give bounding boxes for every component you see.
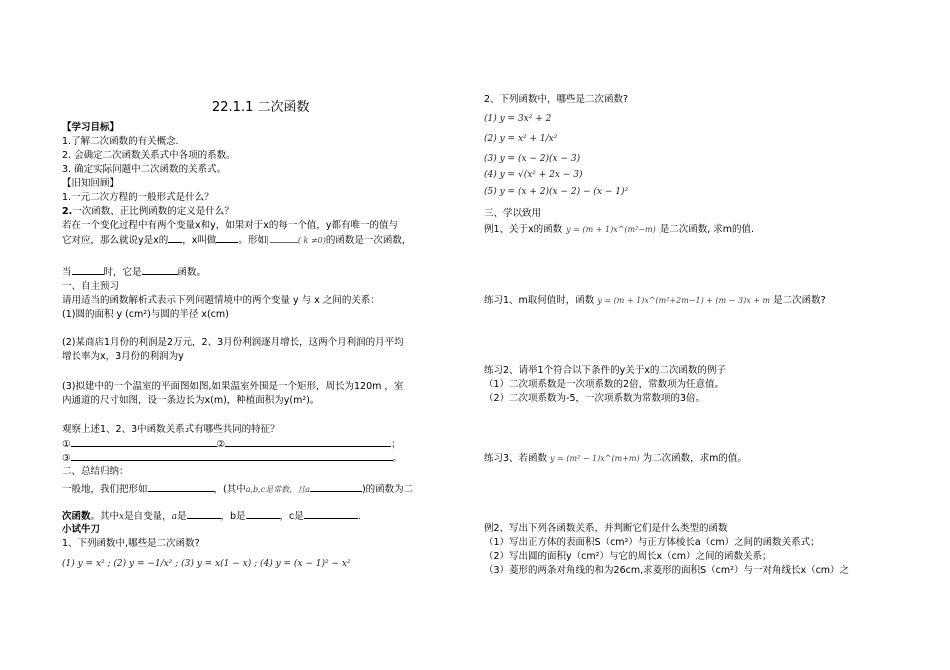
practice-3: [484, 452, 747, 466]
text-segment: 练习3、若函数: [484, 453, 548, 464]
review-question-2-text: 一次函数、正比例函数的定义是什么？: [72, 206, 234, 217]
blank-field[interactable]: [270, 233, 298, 243]
answer-line-1-2: [62, 437, 401, 452]
review-definition-line3: [62, 265, 206, 280]
apply-header: 三、学以致用: [484, 208, 542, 219]
formula-item: (1) y = 3x² + 2: [484, 114, 552, 124]
review-header: 【旧知回顾】: [62, 178, 120, 189]
text-segment: 为二次函数，求m的值。: [642, 453, 747, 464]
summary-line2: [62, 509, 361, 525]
formula-text: ( k ≠0): [297, 236, 326, 245]
text-segment: ，(其中: [213, 484, 246, 495]
blank-field[interactable]: [72, 265, 104, 275]
objectives-header: 【学习目标】: [62, 122, 120, 133]
example-2: 例2、写出下列各函数关系，并判断它们是什么类型的函数: [484, 523, 728, 534]
text-segment: 例1、关于x的函数: [484, 224, 563, 235]
preview-question-3-line2: 内通道的尺寸如图，设一条边长为x(m)，种植面积为y(m²)。: [62, 395, 320, 406]
preview-question-2-line1: (2)某商店1月份的利润是2万元，2、3月份利润逐月增长，这两个月利润的月平均: [62, 337, 404, 348]
practice-2-item-1: （1）二次项系数是一次项系数的2倍，常数项为任意值。: [484, 379, 725, 390]
text-segment: 函数。: [177, 267, 207, 278]
summary-header: 二、总结归纳：: [62, 466, 129, 477]
formula-text: y = (m + 1)x^(m²−m): [566, 225, 656, 234]
term-quadratic-function: 次函数: [62, 511, 91, 522]
variable-x: x: [119, 512, 125, 522]
blank-field[interactable]: [71, 437, 217, 447]
example-2-item-3: （3）菱形的两条对角线的和为26cm,求菱形的面积S（cm²）与一对角线长x（cm）之: [484, 565, 850, 576]
text-segment: 一般地，我们把形如: [62, 484, 148, 495]
text-segment: ，x叫做: [182, 235, 217, 246]
text-segment: 是自变量，: [124, 511, 172, 522]
formula-item: (3) y = (x − 2)(x − 3): [484, 154, 581, 164]
objective-item: 3. 确定实际问题中二次函数的关系式。: [62, 164, 227, 175]
variable-a: a: [171, 512, 177, 522]
formula-text: y = (m² − 1)x^(m+m): [550, 454, 640, 463]
blank-field[interactable]: [246, 509, 280, 519]
text-segment: 。形如: [238, 235, 267, 246]
formula-text: y = (m + 1)x^(m²+2m−1) + (m − 3)x + m: [597, 296, 771, 305]
observe-question: 观察上述1、2、3中函数关系式有哪些共同的特征？: [62, 424, 280, 435]
text-segment: 它对应，那么就说y是x的: [62, 235, 169, 246]
objective-item: 1.了解二次函数的有关概念.: [62, 136, 179, 147]
try-question-1: 1、下列函数中,哪些是二次函数?: [62, 538, 200, 549]
page-title: 22.1.1 二次函数: [212, 100, 310, 115]
preview-intro: 请用适当的函数解析式表示下列问题情境中的两个变量 y 与 x 之间的关系：: [62, 295, 380, 306]
blank-field[interactable]: [142, 265, 178, 275]
summary-line1: [62, 482, 413, 497]
text-segment: 的函数是一次函数，: [325, 235, 412, 246]
formula-item: (5) y = (x + 2)(x − 2) − (x − 1)²: [484, 187, 629, 197]
blank-field[interactable]: [148, 482, 214, 492]
blank-field[interactable]: [225, 437, 391, 447]
punctuation: 。: [392, 453, 403, 464]
objective-item: 2. 会确定二次函数关系式中各项的系数。: [62, 150, 236, 161]
formula-text: a,b,c是常数，且a: [245, 485, 310, 494]
text-segment: 。其中: [90, 511, 120, 522]
text-segment: 练习1、m取何值时，函数: [484, 295, 595, 306]
blank-label: ②: [216, 439, 226, 450]
example-1: [484, 223, 754, 237]
review-question-1: 1.一元二次方程的一般形式是什么？: [62, 192, 214, 203]
text-segment: )的函数为二: [361, 484, 414, 495]
blank-field[interactable]: [304, 509, 358, 519]
blank-field[interactable]: [168, 233, 182, 243]
text-segment: ，b是: [220, 511, 246, 522]
preview-question-3-line1: (3)拟建中的一个温室的平面图如图,如果温室外围是一个矩形，周长为120m ，室: [62, 381, 404, 392]
blank-field[interactable]: [71, 451, 393, 461]
question-2: 2、下列函数中，哪些是二次函数?: [484, 94, 629, 105]
try-header: 小试牛刀: [62, 524, 101, 535]
review-question-2: [62, 205, 234, 219]
punctuation: ；: [391, 439, 401, 450]
try-question-1-formulas: (1) y = x² ; (2) y = −1/x² ; (3) y = x(1 − x) ; (4) y = (x − 1)² − x²: [62, 559, 351, 569]
answer-line-3: [62, 451, 402, 466]
practice-2: 练习2、请举1个符合以下条件的y关于x的二次函数的例子: [484, 365, 726, 376]
blank-field[interactable]: [310, 482, 362, 492]
review-definition-line1: 若在一个变化过程中有两个变量x和y，如果对于x的每一个值，y都有唯一的值与: [62, 220, 398, 231]
blank-field[interactable]: [187, 509, 221, 519]
text-segment: 是: [177, 511, 187, 522]
blank-label: ①: [62, 439, 71, 450]
preview-header: 一、自主预习: [62, 281, 120, 292]
review-question-2-number: 2.: [62, 206, 73, 217]
blank-label: ③: [62, 453, 71, 464]
text-segment: .: [357, 511, 361, 522]
practice-2-item-2: （2）二次项系数为-5，一次项系数为常数项的3倍。: [484, 393, 706, 404]
formula-item: (4) y = √(x² + 2x − 3): [484, 170, 583, 180]
preview-question-2-line2: 增长率为x，3月份的利润为y: [62, 351, 184, 362]
review-definition-line2: [62, 233, 411, 248]
example-2-item-1: （1）写出正方体的表面积S（cm²）与正方体棱长a（cm）之间的函数关系式；: [484, 537, 820, 548]
preview-question-1: (1)圆的面积 y (cm²)与圆的半径 x(cm): [62, 309, 229, 320]
blank-field[interactable]: [216, 233, 238, 243]
example-2-item-2: （2）写出圆的面积y（cm²）与它的周长x（cm）之间的函数关系；: [484, 551, 772, 562]
formula-placeholder: [267, 236, 326, 245]
practice-1: [484, 294, 826, 308]
text-segment: 时，它是: [103, 267, 142, 278]
text-segment: 是二次函数?: [773, 295, 826, 306]
formula-item: (2) y = x² + 1/x²: [484, 134, 558, 144]
text-segment: 当: [62, 267, 72, 278]
text-segment: 是二次函数, 求m的值.: [659, 224, 755, 235]
text-segment: ，c是: [279, 511, 304, 522]
